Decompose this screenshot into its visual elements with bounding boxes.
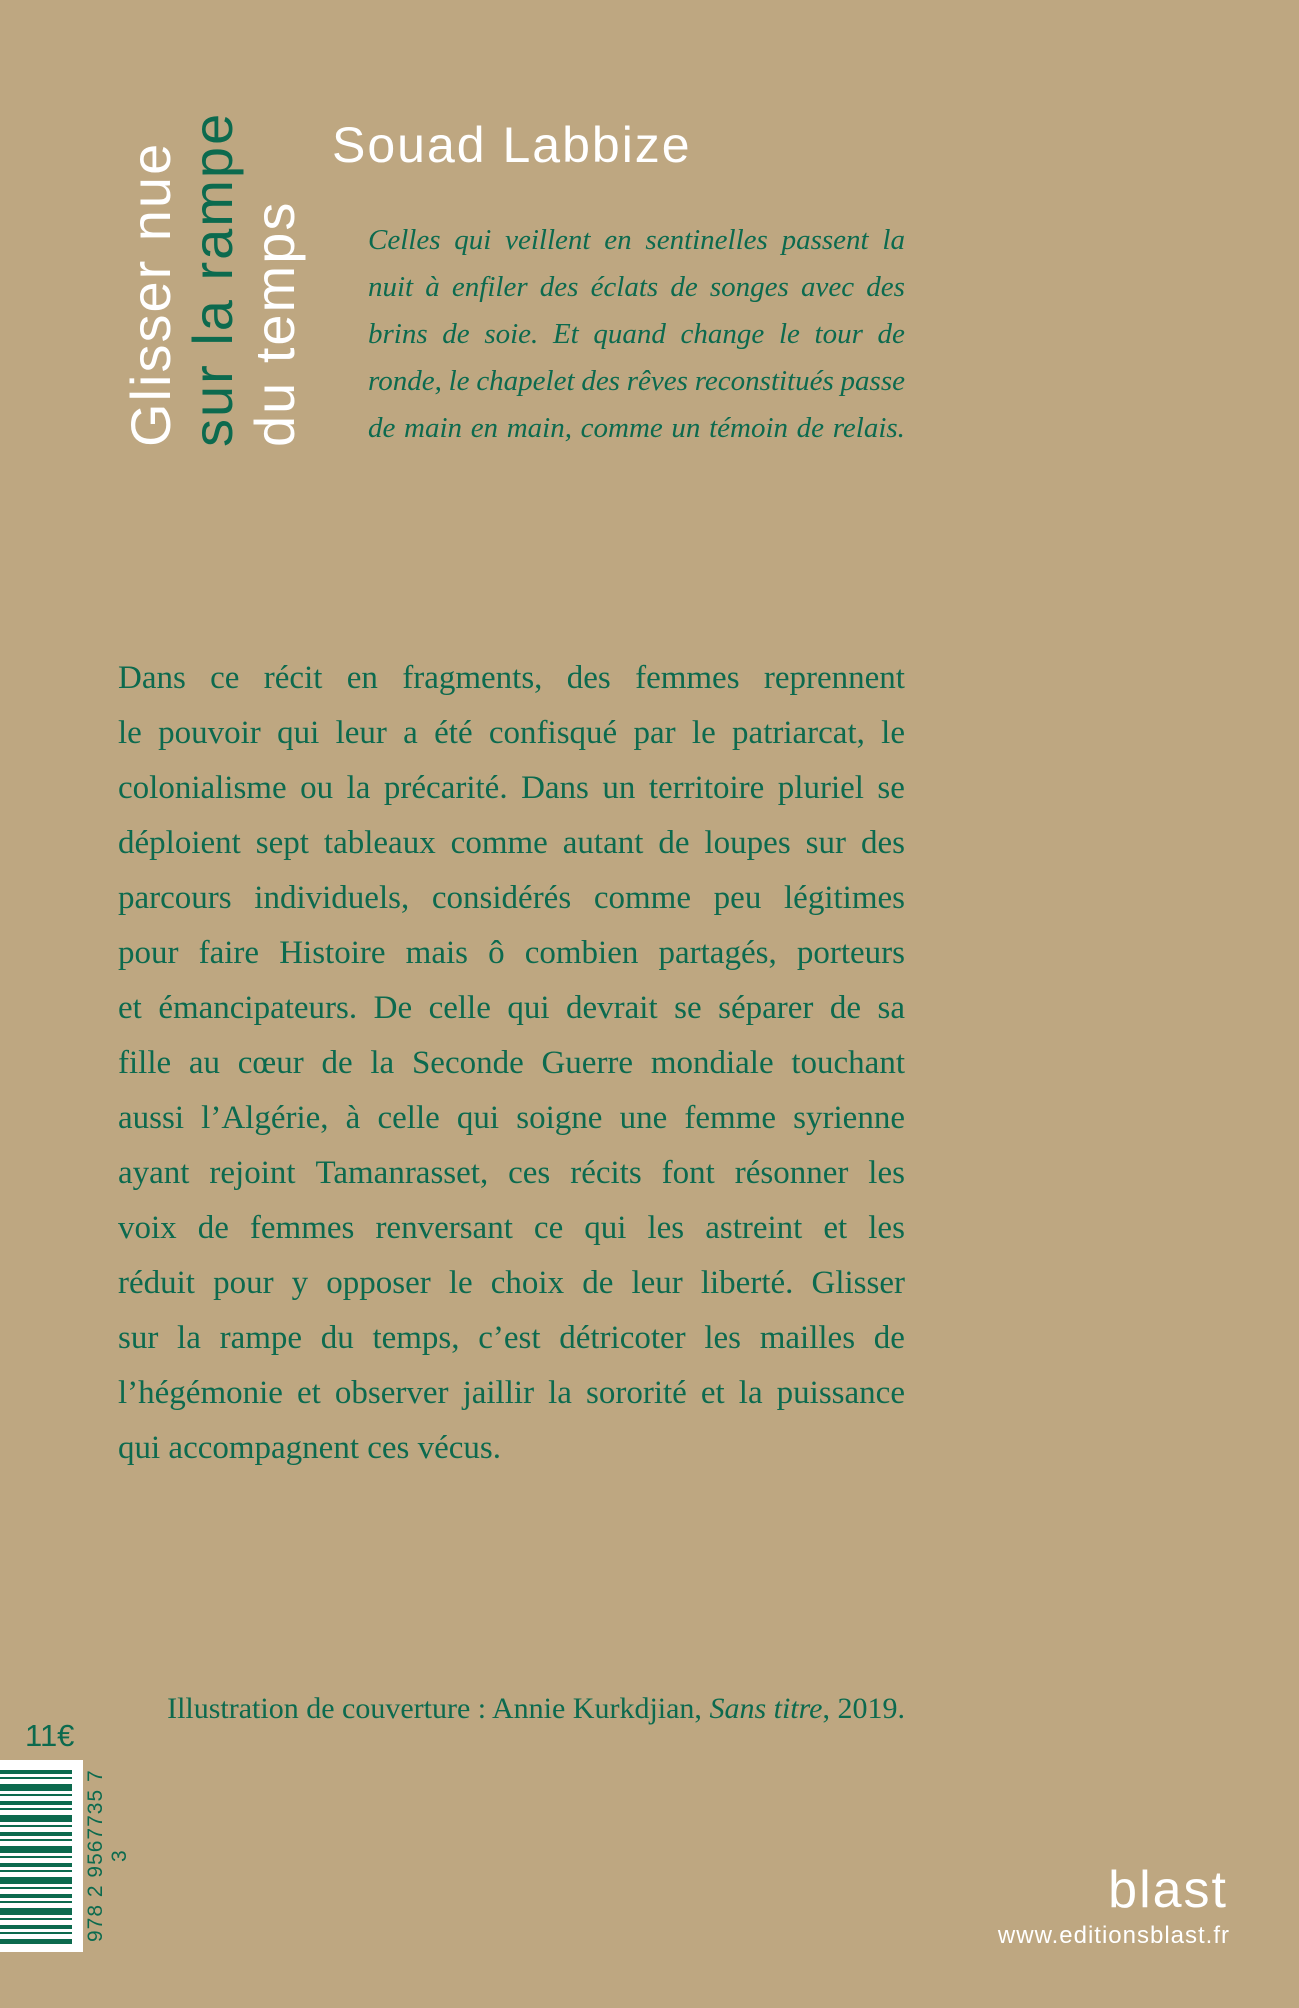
word: des xyxy=(566,660,611,696)
word: ce xyxy=(533,1210,564,1246)
word: mailles xyxy=(759,1320,856,1356)
word: ayant xyxy=(118,1155,190,1191)
word: quand xyxy=(593,318,666,350)
word: leur xyxy=(335,715,387,751)
word: veillent xyxy=(505,224,591,256)
word: en xyxy=(470,412,499,444)
word: opposer xyxy=(326,1265,431,1301)
word: la xyxy=(738,1375,763,1411)
word: territoire xyxy=(648,770,765,806)
word: l’hégémonie xyxy=(118,1375,283,1411)
word: par xyxy=(633,715,676,751)
word: devrait xyxy=(566,990,658,1026)
publisher-website: www.editionsblast.fr xyxy=(997,1922,1230,1949)
word: du xyxy=(320,1320,354,1356)
word: témoin xyxy=(709,412,789,444)
synopsis-line xyxy=(118,1265,905,1320)
word: l’Algérie, xyxy=(201,1100,329,1136)
word: pluriel xyxy=(777,770,864,806)
word: nuit xyxy=(368,271,414,303)
word: celle xyxy=(377,1100,440,1136)
word: reconstitués xyxy=(694,365,834,397)
word: pour xyxy=(213,1265,274,1301)
word: Glisser xyxy=(811,1265,905,1301)
word: Guerre xyxy=(541,1045,634,1081)
word: et xyxy=(297,1375,321,1411)
word: rampe xyxy=(219,1320,303,1356)
word: Seconde xyxy=(411,1045,524,1081)
word: femme xyxy=(684,1100,777,1136)
word: la xyxy=(346,770,371,806)
credit-suffix: , 2019. xyxy=(822,1692,905,1725)
synopsis-line xyxy=(118,1375,905,1430)
word: songes xyxy=(709,271,789,303)
word: De xyxy=(373,990,413,1026)
word: considérés xyxy=(431,880,572,916)
title-line-1: Glisser nue xyxy=(119,141,182,447)
word: et xyxy=(700,1375,725,1411)
word: faire xyxy=(198,935,260,971)
word: y xyxy=(291,1265,309,1301)
word: cœur xyxy=(237,1045,304,1081)
word: le xyxy=(778,318,800,350)
word: liberté. xyxy=(700,1265,794,1301)
word: sur xyxy=(805,825,846,861)
word: qui xyxy=(456,1100,500,1136)
word: loupes xyxy=(704,825,791,861)
word: passe xyxy=(840,365,905,397)
excerpt-quote xyxy=(368,224,905,459)
word: celle xyxy=(428,990,491,1026)
word: qui xyxy=(507,990,550,1026)
word: sur xyxy=(118,1320,159,1356)
word: comme xyxy=(450,825,548,861)
word: la xyxy=(882,224,905,256)
synopsis-line xyxy=(118,715,905,770)
barcode xyxy=(0,1760,83,1952)
word: c’est xyxy=(478,1320,541,1356)
word: soigne xyxy=(516,1100,603,1136)
word: confisqué xyxy=(488,715,618,751)
word: aussi xyxy=(118,1100,184,1136)
word: voix xyxy=(118,1210,177,1246)
word: au xyxy=(188,1045,221,1081)
word: Histoire xyxy=(279,935,386,971)
book-title-vertical xyxy=(120,110,306,447)
synopsis-line: qui accompagnent ces vécus. xyxy=(118,1430,502,1466)
credit-work-title: Sans titre xyxy=(709,1692,823,1725)
word: touchant xyxy=(791,1045,905,1081)
word: en xyxy=(346,660,378,696)
word: le xyxy=(448,1265,473,1301)
title-line-3: du temps xyxy=(243,200,306,447)
word: qui xyxy=(454,224,492,256)
word: Dans xyxy=(118,660,186,696)
synopsis-line xyxy=(118,935,905,990)
word: le xyxy=(448,365,470,397)
word: le xyxy=(118,715,142,751)
word: passent xyxy=(781,224,869,256)
word: déploient xyxy=(118,825,241,861)
word: rêves xyxy=(626,365,688,397)
word: la xyxy=(370,1045,395,1081)
word: sa xyxy=(877,990,905,1026)
word: en xyxy=(604,224,632,256)
word: astreint xyxy=(705,1210,803,1246)
word: à xyxy=(425,271,440,303)
word: détricoter xyxy=(559,1320,686,1356)
word: la xyxy=(177,1320,201,1356)
word: de xyxy=(877,318,905,350)
synopsis-line xyxy=(118,1320,905,1375)
word: observer xyxy=(334,1375,449,1411)
synopsis-line xyxy=(118,825,905,880)
word: de xyxy=(582,1265,614,1301)
word: comme xyxy=(580,412,663,444)
word: le xyxy=(691,715,716,751)
synopsis-line xyxy=(118,1210,905,1265)
title-line-2: sur la rampe xyxy=(181,111,244,447)
quote-line xyxy=(368,271,905,318)
word: été xyxy=(434,715,473,751)
credit-prefix: Illustration de couverture : Annie Kurkdjian, xyxy=(167,1692,710,1725)
word: des xyxy=(581,365,620,397)
word: femmes xyxy=(635,660,740,696)
word: de xyxy=(873,1320,905,1356)
word: porteurs xyxy=(796,935,905,971)
word: sentinelles xyxy=(645,224,768,256)
word: fille xyxy=(118,1045,172,1081)
synopsis-line xyxy=(118,660,905,715)
word: a xyxy=(403,715,418,751)
word: le xyxy=(881,715,905,751)
word: main xyxy=(404,412,463,444)
word: de xyxy=(321,1045,353,1081)
word: un xyxy=(602,770,636,806)
word: de xyxy=(829,990,862,1026)
word: récits xyxy=(570,1155,642,1191)
word: séparer xyxy=(718,990,814,1026)
illustration-credit xyxy=(118,1692,905,1726)
synopsis-line xyxy=(118,770,905,825)
synopsis-line xyxy=(118,1045,905,1100)
price-label: 11€ xyxy=(25,1718,75,1753)
word: un xyxy=(671,412,701,444)
word: la xyxy=(548,1375,572,1411)
word: temps, xyxy=(372,1320,460,1356)
word: combien xyxy=(524,935,639,971)
word: femmes xyxy=(249,1210,355,1246)
word: des xyxy=(860,825,905,861)
word: résonner xyxy=(734,1155,849,1191)
author-name: Souad Labbize xyxy=(332,117,692,173)
synopsis-line xyxy=(118,1100,905,1155)
synopsis-line xyxy=(118,1155,905,1210)
word: avec xyxy=(800,271,855,303)
word: change xyxy=(680,318,765,350)
word: Dans xyxy=(521,770,589,806)
quote-line xyxy=(368,412,905,459)
word: de xyxy=(197,1210,229,1246)
word: leur xyxy=(631,1265,683,1301)
word: reprennent xyxy=(763,660,905,696)
word: se xyxy=(877,770,905,806)
word: une xyxy=(619,1100,668,1136)
word: choix xyxy=(490,1265,565,1301)
word: individuels, xyxy=(254,880,410,916)
word: les xyxy=(647,1210,685,1246)
word: émancipateurs. xyxy=(158,990,358,1026)
word: de xyxy=(670,271,698,303)
word: renversant xyxy=(375,1210,513,1246)
word: les xyxy=(868,1155,905,1191)
word: de xyxy=(368,412,396,444)
quote-line xyxy=(368,365,905,412)
word: de xyxy=(796,412,825,444)
word: sept xyxy=(255,825,309,861)
word: comme xyxy=(593,880,691,916)
word: récit xyxy=(263,660,323,696)
word: relais. xyxy=(832,412,905,444)
word: syrienne xyxy=(793,1100,905,1136)
word: font xyxy=(661,1155,715,1191)
word: des xyxy=(539,271,579,303)
word: patriarcat, xyxy=(732,715,865,751)
word: des xyxy=(866,271,905,303)
barcode-bars xyxy=(0,1768,72,1944)
word: tour xyxy=(814,318,863,350)
isbn-number: 978 2 9567735 7 3 xyxy=(84,1769,131,1943)
word: enfiler xyxy=(451,271,528,303)
word: précarité. xyxy=(383,770,508,806)
word: et xyxy=(118,990,142,1026)
quote-line xyxy=(368,224,905,271)
word: jaillir xyxy=(462,1375,535,1411)
word: ou xyxy=(300,770,334,806)
word: à xyxy=(345,1100,361,1136)
word: ce xyxy=(210,660,240,696)
word: réduit xyxy=(118,1265,195,1301)
word: les xyxy=(704,1320,742,1356)
word: parcours xyxy=(118,880,232,916)
word: qui xyxy=(277,715,320,751)
word: soie. xyxy=(484,318,539,350)
word: partagés, xyxy=(658,935,777,971)
synopsis-text xyxy=(118,660,905,1485)
word: pour xyxy=(118,935,179,971)
word: ronde, xyxy=(368,365,442,397)
quote-line xyxy=(368,318,905,365)
word: peu xyxy=(713,880,762,916)
word: rejoint xyxy=(209,1155,296,1191)
publisher-logo: blast xyxy=(1108,1861,1228,1919)
word: colonialisme xyxy=(118,770,287,806)
word: Tamanrasset, xyxy=(315,1155,489,1191)
word: puissance xyxy=(776,1375,905,1411)
word: autant xyxy=(562,825,644,861)
word: de xyxy=(442,318,470,350)
word: Celles xyxy=(368,224,441,256)
word: main, xyxy=(506,412,572,444)
word: et xyxy=(823,1210,848,1246)
word: mais xyxy=(405,935,468,971)
word: les xyxy=(868,1210,905,1246)
synopsis-line xyxy=(118,990,905,1045)
word: ô xyxy=(488,935,505,971)
word: de xyxy=(658,825,690,861)
word: sororité xyxy=(586,1375,687,1411)
word: Et xyxy=(552,318,579,350)
word: qui xyxy=(584,1210,627,1246)
synopsis-line xyxy=(118,880,905,935)
word: éclats xyxy=(590,271,659,303)
word: ces xyxy=(508,1155,551,1191)
word: légitimes xyxy=(784,880,905,916)
word: pouvoir xyxy=(158,715,261,751)
word: fragments, xyxy=(402,660,543,696)
word: chapelet xyxy=(476,365,575,397)
word: brins xyxy=(368,318,428,350)
word: tableaux xyxy=(323,825,436,861)
word: mondiale xyxy=(650,1045,774,1081)
word: se xyxy=(674,990,702,1026)
